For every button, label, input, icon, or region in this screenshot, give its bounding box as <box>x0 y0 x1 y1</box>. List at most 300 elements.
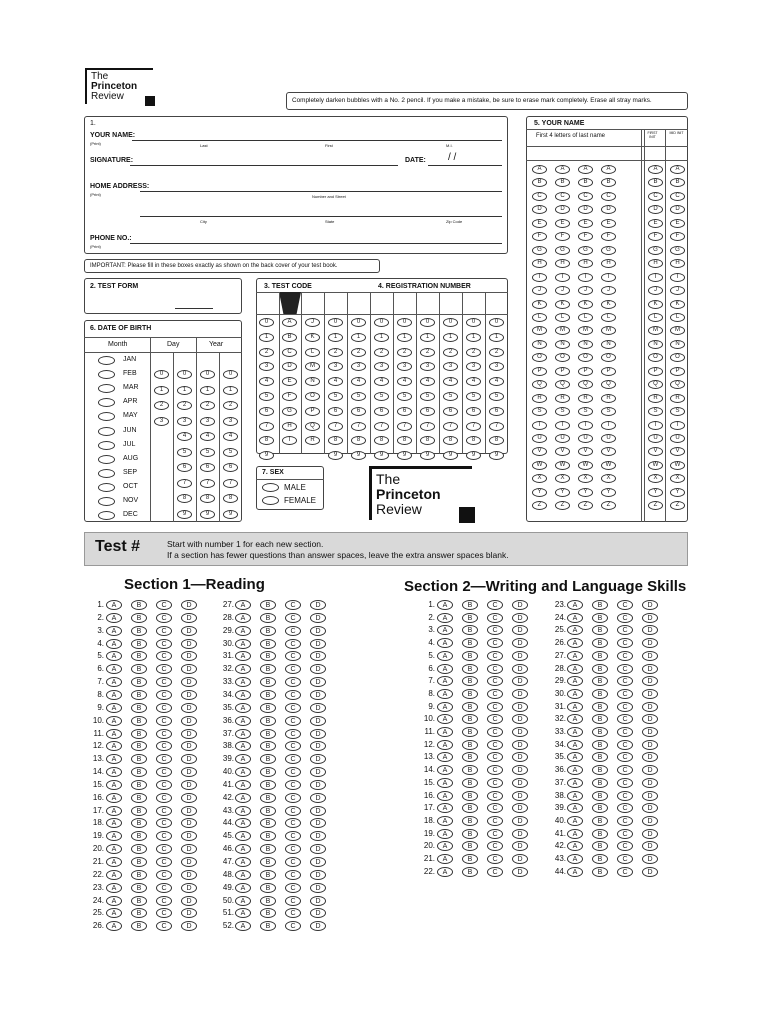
answer-bubble[interactable]: D <box>181 767 197 777</box>
answer-bubble[interactable]: C <box>156 664 172 674</box>
name-letter-bubble[interactable]: Y <box>670 488 685 497</box>
answer-bubble[interactable]: D <box>512 765 528 775</box>
registration-digit-bubble[interactable]: 6 <box>397 407 412 416</box>
name-letter-bubble[interactable]: F <box>670 232 685 241</box>
registration-digit-bubble[interactable]: 5 <box>374 392 389 401</box>
answer-bubble[interactable]: B <box>462 791 478 801</box>
answer-bubble[interactable]: A <box>437 689 453 699</box>
registration-digit-bubble[interactable]: 0 <box>397 318 412 327</box>
answer-bubble[interactable]: B <box>260 831 276 841</box>
answer-bubble[interactable]: D <box>512 727 528 737</box>
name-letter-bubble[interactable]: R <box>601 394 616 403</box>
registration-digit-bubble[interactable]: 4 <box>374 377 389 386</box>
answer-bubble[interactable]: A <box>235 908 251 918</box>
registration-digit-bubble[interactable]: 2 <box>466 348 481 357</box>
registration-digit-bubble[interactable]: 9 <box>397 451 412 460</box>
answer-bubble[interactable]: C <box>487 740 503 750</box>
test-code-digit-bubble[interactable]: 1 <box>259 333 274 342</box>
test-code-letter-bubble[interactable]: B <box>282 333 297 342</box>
answer-bubble[interactable]: A <box>106 651 122 661</box>
answer-bubble[interactable]: B <box>462 816 478 826</box>
answer-bubble[interactable]: B <box>260 806 276 816</box>
name-letter-bubble[interactable]: B <box>670 178 685 187</box>
answer-bubble[interactable]: D <box>642 714 658 724</box>
answer-bubble[interactable]: A <box>437 676 453 686</box>
name-letter-bubble[interactable]: C <box>670 192 685 201</box>
name-letter-bubble[interactable]: D <box>670 205 685 214</box>
answer-bubble[interactable]: A <box>106 767 122 777</box>
answer-bubble[interactable]: C <box>156 651 172 661</box>
name-letter-bubble[interactable]: W <box>532 461 547 470</box>
name-letter-bubble[interactable]: S <box>648 407 663 416</box>
answer-bubble[interactable]: B <box>260 780 276 790</box>
answer-bubble[interactable]: C <box>156 831 172 841</box>
answer-bubble[interactable]: A <box>437 752 453 762</box>
registration-digit-bubble[interactable]: 0 <box>420 318 435 327</box>
name-letter-bubble[interactable]: R <box>555 394 570 403</box>
name-letter-bubble[interactable]: X <box>578 474 593 483</box>
registration-digit-bubble[interactable]: 5 <box>466 392 481 401</box>
answer-bubble[interactable]: A <box>106 639 122 649</box>
test-code-letter-bubble[interactable]: J <box>305 318 320 327</box>
name-letter-bubble[interactable]: Z <box>532 501 547 510</box>
test-code-letter-bubble[interactable]: L <box>305 348 320 357</box>
answer-bubble[interactable]: C <box>156 677 172 687</box>
answer-bubble[interactable]: D <box>512 702 528 712</box>
name-letter-bubble[interactable]: V <box>578 447 593 456</box>
answer-bubble[interactable]: C <box>617 613 633 623</box>
name-letter-bubble[interactable]: M <box>555 326 570 335</box>
answer-bubble[interactable]: C <box>156 729 172 739</box>
answer-bubble[interactable]: C <box>487 689 503 699</box>
answer-bubble[interactable]: A <box>567 816 583 826</box>
answer-bubble[interactable]: C <box>156 844 172 854</box>
answer-bubble[interactable]: D <box>512 803 528 813</box>
answer-bubble[interactable]: A <box>106 613 122 623</box>
address-line[interactable] <box>140 191 502 192</box>
name-letter-bubble[interactable]: K <box>578 300 593 309</box>
answer-bubble[interactable]: B <box>131 780 147 790</box>
answer-bubble[interactable]: A <box>235 921 251 931</box>
answer-bubble[interactable]: A <box>106 870 122 880</box>
answer-bubble[interactable]: D <box>512 740 528 750</box>
answer-bubble[interactable]: A <box>106 780 122 790</box>
name-letter-bubble[interactable]: Q <box>670 380 685 389</box>
name-letter-bubble[interactable]: P <box>532 367 547 376</box>
answer-bubble[interactable]: B <box>131 806 147 816</box>
answer-bubble[interactable]: B <box>592 714 608 724</box>
name-letter-bubble[interactable]: W <box>578 461 593 470</box>
answer-bubble[interactable]: D <box>642 867 658 877</box>
answer-bubble[interactable]: A <box>567 841 583 851</box>
answer-bubble[interactable]: B <box>131 729 147 739</box>
dob-digit-bubble[interactable]: 0 <box>177 370 192 379</box>
dob-digit-bubble[interactable]: 3 <box>200 417 215 426</box>
test-code-digit-bubble[interactable]: 7 <box>259 422 274 431</box>
answer-bubble[interactable]: C <box>617 638 633 648</box>
answer-bubble[interactable]: D <box>181 896 197 906</box>
answer-bubble[interactable]: A <box>437 714 453 724</box>
registration-digit-bubble[interactable]: 0 <box>489 318 504 327</box>
registration-digit-bubble[interactable]: 7 <box>420 422 435 431</box>
test-code-digit-bubble[interactable]: 2 <box>328 348 343 357</box>
answer-bubble[interactable]: D <box>181 844 197 854</box>
name-letter-bubble[interactable]: C <box>601 192 616 201</box>
answer-bubble[interactable]: B <box>592 689 608 699</box>
answer-bubble[interactable]: C <box>285 741 301 751</box>
answer-bubble[interactable]: C <box>617 702 633 712</box>
name-letter-bubble[interactable]: P <box>601 367 616 376</box>
test-code-digit-bubble[interactable]: 8 <box>328 436 343 445</box>
answer-bubble[interactable]: D <box>310 651 326 661</box>
name-letter-bubble[interactable]: G <box>648 246 663 255</box>
answer-bubble[interactable]: D <box>642 841 658 851</box>
registration-digit-bubble[interactable]: 8 <box>443 436 458 445</box>
registration-digit-bubble[interactable]: 1 <box>374 333 389 342</box>
name-letter-bubble[interactable]: A <box>670 165 685 174</box>
name-letter-bubble[interactable]: I <box>555 273 570 282</box>
registration-digit-bubble[interactable]: 4 <box>443 377 458 386</box>
answer-bubble[interactable]: D <box>310 793 326 803</box>
answer-bubble[interactable]: A <box>567 803 583 813</box>
answer-bubble[interactable]: B <box>592 727 608 737</box>
answer-bubble[interactable]: C <box>487 841 503 851</box>
name-letter-bubble[interactable]: L <box>648 313 663 322</box>
answer-bubble[interactable]: C <box>156 716 172 726</box>
name-letter-bubble[interactable]: Y <box>555 488 570 497</box>
test-code-digit-bubble[interactable]: 4 <box>259 377 274 386</box>
name-letter-bubble[interactable]: K <box>670 300 685 309</box>
answer-bubble[interactable]: C <box>487 829 503 839</box>
answer-bubble[interactable]: D <box>512 854 528 864</box>
test-code-letter-bubble[interactable]: M <box>305 362 320 371</box>
answer-bubble[interactable]: B <box>260 716 276 726</box>
answer-bubble[interactable]: C <box>156 626 172 636</box>
test-code-letter-bubble[interactable]: H <box>282 422 297 431</box>
answer-bubble[interactable]: A <box>106 703 122 713</box>
answer-bubble[interactable]: C <box>285 780 301 790</box>
answer-bubble[interactable]: B <box>462 803 478 813</box>
answer-bubble[interactable]: B <box>592 625 608 635</box>
answer-bubble[interactable]: C <box>156 767 172 777</box>
registration-digit-bubble[interactable]: 9 <box>374 451 389 460</box>
answer-bubble[interactable]: D <box>512 651 528 661</box>
answer-bubble[interactable]: D <box>512 791 528 801</box>
registration-digit-bubble[interactable]: 3 <box>489 362 504 371</box>
answer-bubble[interactable]: A <box>567 613 583 623</box>
test-code-digit-bubble[interactable]: 7 <box>328 422 343 431</box>
answer-bubble[interactable]: B <box>131 677 147 687</box>
answer-bubble[interactable]: B <box>260 793 276 803</box>
name-letter-bubble[interactable]: T <box>555 421 570 430</box>
registration-digit-bubble[interactable]: 6 <box>351 407 366 416</box>
name-letter-bubble[interactable]: D <box>578 205 593 214</box>
dob-digit-bubble[interactable]: 9 <box>223 510 238 519</box>
name-letter-bubble[interactable]: P <box>670 367 685 376</box>
name-letter-bubble[interactable]: K <box>555 300 570 309</box>
name-letter-bubble[interactable]: V <box>670 447 685 456</box>
answer-bubble[interactable]: B <box>462 854 478 864</box>
name-letter-bubble[interactable]: V <box>532 447 547 456</box>
answer-bubble[interactable]: A <box>437 791 453 801</box>
answer-bubble[interactable]: D <box>512 613 528 623</box>
name-letter-bubble[interactable]: J <box>555 286 570 295</box>
answer-bubble[interactable]: C <box>617 829 633 839</box>
answer-bubble[interactable]: C <box>156 896 172 906</box>
dob-digit-bubble[interactable]: 0 <box>223 370 238 379</box>
dob-digit-bubble[interactable]: 7 <box>223 479 238 488</box>
name-letter-bubble[interactable]: S <box>670 407 685 416</box>
answer-bubble[interactable]: D <box>642 689 658 699</box>
answer-bubble[interactable]: C <box>487 867 503 877</box>
answer-bubble[interactable]: D <box>181 831 197 841</box>
answer-bubble[interactable]: A <box>567 702 583 712</box>
answer-bubble[interactable]: D <box>181 883 197 893</box>
name-letter-bubble[interactable]: F <box>555 232 570 241</box>
answer-bubble[interactable]: D <box>642 803 658 813</box>
dob-digit-bubble[interactable]: 5 <box>177 448 192 457</box>
name-letter-bubble[interactable]: C <box>648 192 663 201</box>
registration-digit-bubble[interactable]: 8 <box>351 436 366 445</box>
answer-bubble[interactable]: A <box>235 664 251 674</box>
registration-digit-bubble[interactable]: 1 <box>466 333 481 342</box>
month-bubble[interactable] <box>98 455 115 464</box>
answer-bubble[interactable]: A <box>106 844 122 854</box>
registration-digit-bubble[interactable]: 1 <box>489 333 504 342</box>
answer-bubble[interactable]: D <box>310 818 326 828</box>
dob-digit-bubble[interactable]: 3 <box>177 417 192 426</box>
registration-digit-bubble[interactable]: 3 <box>397 362 412 371</box>
registration-digit-bubble[interactable]: 6 <box>420 407 435 416</box>
answer-bubble[interactable]: C <box>487 816 503 826</box>
registration-digit-bubble[interactable]: 5 <box>443 392 458 401</box>
answer-bubble[interactable]: C <box>487 791 503 801</box>
name-letter-bubble[interactable]: Q <box>578 380 593 389</box>
answer-bubble[interactable]: D <box>642 638 658 648</box>
answer-bubble[interactable]: B <box>131 754 147 764</box>
answer-bubble[interactable]: C <box>285 857 301 867</box>
city-line[interactable] <box>140 216 502 217</box>
name-letter-bubble[interactable]: Q <box>532 380 547 389</box>
answer-bubble[interactable]: B <box>462 676 478 686</box>
answer-bubble[interactable]: B <box>462 600 478 610</box>
answer-bubble[interactable]: D <box>512 625 528 635</box>
answer-bubble[interactable]: C <box>487 752 503 762</box>
name-letter-bubble[interactable]: I <box>532 273 547 282</box>
name-letter-bubble[interactable]: U <box>601 434 616 443</box>
name-letter-bubble[interactable]: X <box>555 474 570 483</box>
answer-bubble[interactable]: A <box>567 829 583 839</box>
answer-bubble[interactable]: B <box>462 740 478 750</box>
registration-digit-bubble[interactable]: 1 <box>351 333 366 342</box>
name-letter-bubble[interactable]: D <box>648 205 663 214</box>
test-code-digit-bubble[interactable]: 5 <box>328 392 343 401</box>
name-letter-bubble[interactable]: O <box>670 353 685 362</box>
answer-bubble[interactable]: B <box>592 651 608 661</box>
dob-digit-bubble[interactable]: 1 <box>223 386 238 395</box>
registration-digit-bubble[interactable]: 8 <box>420 436 435 445</box>
answer-bubble[interactable]: D <box>310 690 326 700</box>
name-letter-bubble[interactable]: V <box>555 447 570 456</box>
answer-bubble[interactable]: B <box>592 765 608 775</box>
registration-digit-bubble[interactable]: 8 <box>397 436 412 445</box>
answer-bubble[interactable]: C <box>617 651 633 661</box>
answer-bubble[interactable]: A <box>235 780 251 790</box>
dob-digit-bubble[interactable]: 8 <box>177 494 192 503</box>
name-letter-bubble[interactable]: O <box>555 353 570 362</box>
name-letter-bubble[interactable]: L <box>555 313 570 322</box>
name-letter-bubble[interactable]: K <box>532 300 547 309</box>
answer-bubble[interactable]: C <box>487 600 503 610</box>
answer-bubble[interactable]: A <box>437 638 453 648</box>
name-letter-bubble[interactable]: N <box>648 340 663 349</box>
name-letter-bubble[interactable]: I <box>648 273 663 282</box>
answer-bubble[interactable]: C <box>156 857 172 867</box>
name-letter-bubble[interactable]: P <box>555 367 570 376</box>
answer-bubble[interactable]: D <box>642 816 658 826</box>
answer-bubble[interactable]: C <box>617 867 633 877</box>
answer-bubble[interactable]: A <box>106 716 122 726</box>
answer-bubble[interactable]: A <box>106 883 122 893</box>
answer-bubble[interactable]: C <box>156 883 172 893</box>
answer-bubble[interactable]: B <box>592 791 608 801</box>
name-letter-bubble[interactable]: L <box>532 313 547 322</box>
answer-bubble[interactable]: C <box>617 664 633 674</box>
answer-bubble[interactable]: D <box>512 816 528 826</box>
answer-bubble[interactable]: A <box>567 778 583 788</box>
test-code-digit-bubble[interactable]: 9 <box>328 451 343 460</box>
registration-digit-bubble[interactable]: 5 <box>397 392 412 401</box>
answer-bubble[interactable]: C <box>285 883 301 893</box>
answer-bubble[interactable]: D <box>181 600 197 610</box>
answer-bubble[interactable]: B <box>260 857 276 867</box>
answer-bubble[interactable]: B <box>260 844 276 854</box>
dob-digit-bubble[interactable]: 2 <box>200 401 215 410</box>
answer-bubble[interactable]: C <box>617 752 633 762</box>
answer-bubble[interactable]: B <box>462 613 478 623</box>
name-letter-bubble[interactable]: G <box>578 246 593 255</box>
answer-bubble[interactable]: A <box>567 676 583 686</box>
answer-bubble[interactable]: A <box>567 752 583 762</box>
name-letter-bubble[interactable]: E <box>555 219 570 228</box>
answer-bubble[interactable]: B <box>260 883 276 893</box>
answer-bubble[interactable]: B <box>260 754 276 764</box>
name-letter-bubble[interactable]: L <box>578 313 593 322</box>
test-code-letter-bubble[interactable]: C <box>282 348 297 357</box>
answer-bubble[interactable]: B <box>131 626 147 636</box>
answer-bubble[interactable]: C <box>156 600 172 610</box>
answer-bubble[interactable]: A <box>235 729 251 739</box>
answer-bubble[interactable]: A <box>567 740 583 750</box>
registration-digit-bubble[interactable]: 3 <box>420 362 435 371</box>
answer-bubble[interactable]: C <box>156 690 172 700</box>
answer-bubble[interactable]: D <box>310 664 326 674</box>
answer-bubble[interactable]: C <box>156 921 172 931</box>
answer-bubble[interactable]: D <box>181 729 197 739</box>
name-letter-bubble[interactable]: M <box>601 326 616 335</box>
answer-bubble[interactable]: A <box>437 778 453 788</box>
name-letter-bubble[interactable]: U <box>648 434 663 443</box>
dob-digit-bubble[interactable]: 1 <box>200 386 215 395</box>
answer-bubble[interactable]: B <box>462 778 478 788</box>
name-letter-bubble[interactable]: H <box>578 259 593 268</box>
name-letter-bubble[interactable]: I <box>578 273 593 282</box>
test-code-digit-bubble[interactable]: 3 <box>259 362 274 371</box>
name-letter-bubble[interactable]: J <box>648 286 663 295</box>
name-letter-bubble[interactable]: B <box>555 178 570 187</box>
answer-bubble[interactable]: C <box>617 778 633 788</box>
name-letter-bubble[interactable]: K <box>648 300 663 309</box>
registration-digit-bubble[interactable]: 5 <box>489 392 504 401</box>
answer-bubble[interactable]: D <box>642 791 658 801</box>
answer-bubble[interactable]: B <box>131 664 147 674</box>
name-letter-bubble[interactable]: M <box>532 326 547 335</box>
name-letter-bubble[interactable]: G <box>670 246 685 255</box>
name-letter-bubble[interactable]: H <box>601 259 616 268</box>
name-letter-bubble[interactable]: P <box>578 367 593 376</box>
answer-bubble[interactable]: C <box>156 806 172 816</box>
test-code-letter-bubble[interactable]: Q <box>305 422 320 431</box>
name-letter-bubble[interactable]: B <box>601 178 616 187</box>
name-letter-bubble[interactable]: W <box>648 461 663 470</box>
answer-bubble[interactable]: D <box>310 741 326 751</box>
answer-bubble[interactable]: D <box>512 714 528 724</box>
answer-bubble[interactable]: C <box>285 754 301 764</box>
answer-bubble[interactable]: C <box>156 818 172 828</box>
answer-bubble[interactable]: C <box>156 613 172 623</box>
name-letter-bubble[interactable]: R <box>670 394 685 403</box>
registration-digit-bubble[interactable]: 1 <box>397 333 412 342</box>
answer-bubble[interactable]: A <box>437 740 453 750</box>
name-letter-bubble[interactable]: G <box>601 246 616 255</box>
answer-bubble[interactable]: C <box>156 741 172 751</box>
answer-bubble[interactable]: D <box>181 716 197 726</box>
name-letter-bubble[interactable]: K <box>601 300 616 309</box>
test-code-letter-bubble[interactable]: P <box>305 407 320 416</box>
name-letter-bubble[interactable]: T <box>648 421 663 430</box>
answer-bubble[interactable]: A <box>106 793 122 803</box>
answer-bubble[interactable]: D <box>310 896 326 906</box>
month-bubble[interactable] <box>98 441 115 450</box>
registration-digit-bubble[interactable]: 7 <box>466 422 481 431</box>
registration-digit-bubble[interactable]: 8 <box>466 436 481 445</box>
answer-bubble[interactable]: B <box>592 613 608 623</box>
answer-bubble[interactable]: C <box>285 793 301 803</box>
test-code-letter-bubble[interactable]: F <box>282 392 297 401</box>
answer-bubble[interactable]: C <box>156 870 172 880</box>
answer-bubble[interactable]: D <box>310 883 326 893</box>
answer-bubble[interactable]: D <box>310 844 326 854</box>
answer-bubble[interactable]: C <box>487 778 503 788</box>
answer-bubble[interactable]: A <box>567 854 583 864</box>
test-code-digit-bubble[interactable]: 6 <box>328 407 343 416</box>
answer-bubble[interactable]: B <box>592 829 608 839</box>
answer-bubble[interactable]: D <box>181 857 197 867</box>
name-letter-bubble[interactable]: X <box>670 474 685 483</box>
answer-bubble[interactable]: A <box>437 664 453 674</box>
answer-bubble[interactable]: B <box>260 818 276 828</box>
answer-bubble[interactable]: C <box>285 908 301 918</box>
answer-bubble[interactable]: B <box>462 714 478 724</box>
answer-bubble[interactable]: B <box>260 626 276 636</box>
dob-digit-bubble[interactable]: 2 <box>223 401 238 410</box>
name-letter-bubble[interactable]: A <box>578 165 593 174</box>
name-letter-bubble[interactable]: T <box>578 421 593 430</box>
name-letter-bubble[interactable]: W <box>601 461 616 470</box>
answer-bubble[interactable]: A <box>235 831 251 841</box>
answer-bubble[interactable]: B <box>131 818 147 828</box>
registration-digit-bubble[interactable]: 9 <box>351 451 366 460</box>
